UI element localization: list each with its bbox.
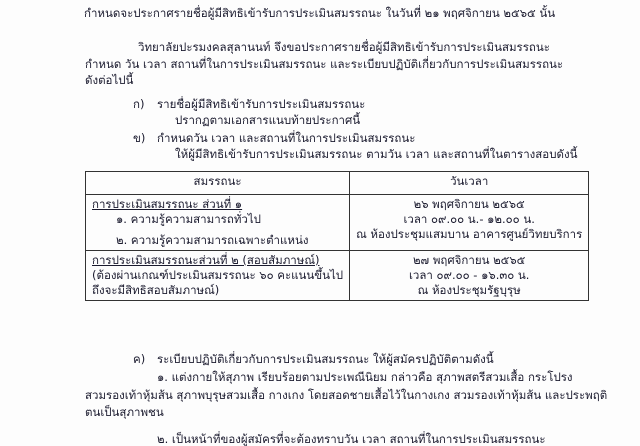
paragraph-line: กำหนด วัน เวลา สถานที่ในการประเมินสมรรถนะ และระเบียบปฏิบัติเกี่ยวกับการประเมินสมรรถนะ (85, 57, 564, 71)
section-item: ๒. ความรู้ความสามารถเฉพาะตำแหน่ง (116, 233, 309, 247)
table-cell (350, 251, 589, 301)
schedule-place: ณ ห้องประชุมรัฐบุรุษ (417, 283, 521, 297)
item-c-marker: ค) (133, 352, 146, 366)
paragraph-line: ดังต่อไปนี้ (85, 73, 134, 87)
schedule-time: เวลา ๐๙.๐๐ - ๑๖.๓๐ น. (408, 268, 530, 282)
table-header: สมรรถนะ (86, 172, 350, 195)
section-item: (ต้องผ่านเกณฑ์ประเมินสมรรถนะ ๖๐ คะแนนขึ้นไป (92, 268, 344, 282)
item-b-marker: ข) (133, 131, 146, 145)
schedule-date: ๒๗ พฤศจิกายน ๒๕๖๕ (412, 253, 526, 267)
section-title: การประเมินสมรรถนะส่วนที่ ๒ (สอบสัมภาษณ์) (92, 253, 320, 267)
schedule-date: ๒๖ พฤศจิกายน ๒๕๖๕ (413, 197, 525, 211)
item-a-detail: ปรากฏตามเอกสารแนบท้ายประกาศนี้ (175, 113, 361, 127)
section-title: การประเมินสมรรถนะ ส่วนที่ ๑ (92, 197, 243, 211)
table-header-row (86, 172, 589, 195)
rule-line: สวมรองเท้าหุ้มส้น สุภาพบุรุษสวมเสื้อ กางเกง โดยสอดชายเสื้อไว้ในกางเกง สวมรองเท้าหุ้มส้น และประพฤติ (85, 388, 608, 402)
item-b-detail: ให้ผู้มีสิทธิเข้ารับการประเมินสมรรถนะ ตามวัน เวลา และสถานที่ในตารางสอบดังนี้ (175, 147, 578, 161)
table-cell (350, 195, 589, 251)
item-b-title: กำหนดวัน เวลา และสถานที่ในการประเมินสมรรถนะ (157, 131, 416, 145)
section-item: ๑. ความรู้ความสามารถทั่วไป (116, 212, 261, 226)
item-c-title: ระเบียบปฏิบัติเกี่ยวกับการประเมินสมรรถนะ ให้ผู้สมัครปฏิบัติตามดังนี้ (157, 352, 494, 366)
item-a-title: รายชื่อผู้มีสิทธิเข้ารับการประเมินสมรรถนะ (157, 97, 366, 111)
table-row (86, 195, 589, 251)
rule-line: ๑. แต่งกายให้สุภาพ เรียบร้อยตามประเพณีนิยม กล่าวคือ สุภาพสตรีสวมเสื้อ กระโปรง (157, 370, 573, 384)
paragraph-line: วิทยาลัยปะรมงคลสุลานนท์ จึงขอประกาศรายชื่อผู้มีสิทธิเข้ารับการประเมินสมรรถนะ (138, 40, 550, 54)
schedule-place: ณ ห้องประชุมแสมบาน อาคารศูนย์วิทยบริการ (356, 227, 583, 241)
intro-line: กำหนดจะประกาศรายชื่อผู้มีสิทธิเข้ารับการประเมินสมรรถนะ ในวันที่ ๒๑ พฤศจิกายน ๒๕๖๕ นั้น (84, 6, 556, 20)
rule-line: ๒. เป็นหน้าที่ของผู้สมัครที่จะต้องทราบวัน เวลา สถานที่ในการประเมินสมรรถนะ (157, 432, 546, 446)
table-row (86, 251, 589, 301)
item-a-marker: ก) (133, 97, 145, 111)
rule-line: ตนเป็นสุภาพชน (85, 405, 164, 419)
table-header: วันเวลา (350, 172, 589, 195)
section-item: ถึงจะมีสิทธิสอบสัมภาษณ์) (92, 283, 220, 297)
schedule-table (85, 171, 589, 301)
table-cell (86, 195, 350, 251)
schedule-time: เวลา ๐๙.๐๐ น.- ๑๒.๐๐ น. (403, 212, 535, 226)
table-cell (86, 251, 350, 301)
